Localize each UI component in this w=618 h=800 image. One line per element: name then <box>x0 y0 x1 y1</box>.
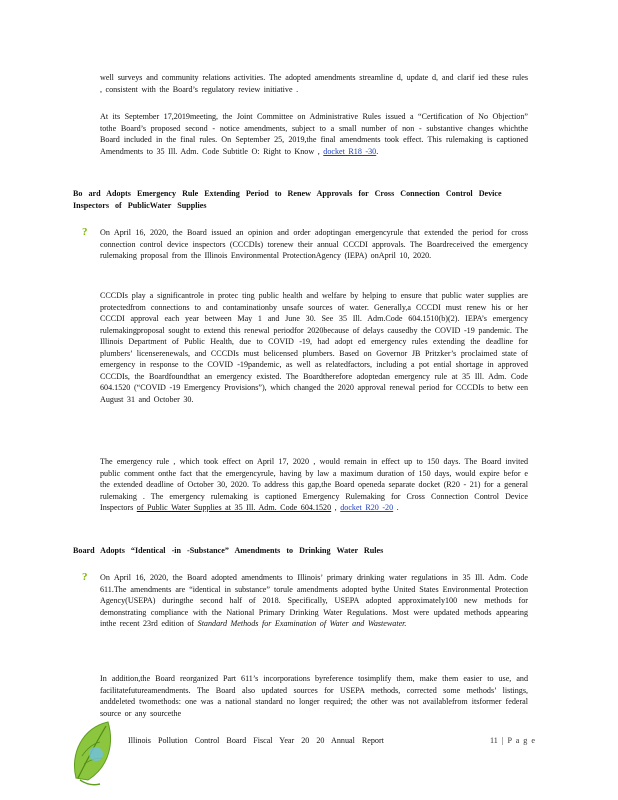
paragraph-drinking-water-amendments <box>100 572 528 630</box>
paragraph-1-end: . <box>376 146 379 156</box>
paragraph-4-end: . <box>393 503 399 512</box>
paragraph-4-comma: , <box>331 503 337 512</box>
paragraph-cccdi-role: CCCDIs play a significantrole in protec ting public health and welfare by helping to ensure that public water supplies are protectedfrom connections to and contaminationby unsafe sources of water. Generally,a CCCDI must renew his or her CCCDI approval each year between May 1 and June 30. See 35 Ill. Adm.Code 604.1510(b)(2). IEPA’s emergency rulemakingproposal sought to extend this renewal periodfor 2020because of delays causedby the COVID -19 pandemic. The Illinois Department of Public Health, due to COVID -19, had adopt ed emergency rules extending the deadline for plumbers’ licenserenewals, and CCCDIs must belicensed plumbers. Based on Governor JB Pritzker’s proclaimed state of emergency in response to the COVID -19pandemic, as well as relatedfactors, including a pot ential shortage in approved CCCDIs, the Boardfoundthat an emergency existed. The Boardtherefore adoptedan emergency rule at 35 Ill. Adm. Code 604.1520 (“COVID -19 Emergency Provisions”), which changed the 2020 approval renewal period for CCCDIs to betw een August 31 and October 30. <box>100 291 528 404</box>
rulemaking-caption: of Public Water Supplies at 35 Ill. Adm. Code 604.1520 <box>136 503 332 512</box>
footer-title: Illinois Pollution Control Board Fiscal Year 20 20 Annual Report <box>128 736 384 745</box>
leaf-logo-icon <box>66 718 126 790</box>
paragraph-5-text: On April 16, 2020, the Board adopted amendments to Illinois’ primary drinking water regulations in 35 Ill. Adm. Code 611.The amendments are “identical in substance” torule amendments adopted bythe United States Environmental Protection Agency(USEPA) duringthe second half of 2018. Specifically, USEPA adopted approximately100 new methods for demonstrating compliance with the National Primary Drinking Water Regulations. Most were updated methods appearing inthe recent 23rd edition of <box>100 573 528 628</box>
paragraph-4-text: The emergency rule , which took effect on April 17, 2020 , would remain in effect up to 150 days. The Board invited public comment onthe fact that the emergencyrule, having by law a maximum duration of 150 days, would expire befor e the extended deadline of October 30, 2020. To address this gap,the Board openeda separate docket (R20 - 21) for a general rulemaking . The emergency rulemaking is captioned Emergency Rulemaking for Cross Connection Control Device Inspectors <box>100 457 528 512</box>
bullet-icon: ? <box>82 571 88 583</box>
paragraph-1-text: At its September 17,2019meeting, the Joint Committee on Administrative Rules issued a “Certification of No Objection” tothe Board’s proposed second - notice amendments, subject to a small number of non - substantive changes whichthe Board included in the final rules. On September 25, 2019,the final amendments took effect. This rulemaking is captioned Amendments to 35 Ill. Adm. Code Subtitle O: Right to Know , <box>100 112 528 156</box>
standard-methods-title: Standard Methods for Examination of Water and Wastewater. <box>197 619 407 628</box>
section-heading-drinking-water: Board Adopts “Identical -in -Substance” Amendments to Drinking Water Rules <box>73 546 384 555</box>
docket-r18-30-link[interactable]: docket R18 -30 <box>323 146 377 156</box>
paragraph-jcar-certification <box>100 111 528 157</box>
page-label: | P a g e <box>501 736 535 745</box>
paragraph-0: well surveys and community relations activities. The adopted amendments streamline d, update d, and clarif ied these rules , consistent with the Board’s regulatory review initiative . <box>100 73 528 94</box>
paragraph-reorganization: In addition,the Board reorganized Part 611’s incorporations byreference tosimplify them, make them easier to use, and facilitatefutureamendments. The Board also updated sources for USEPA methods, corrected some methods’ listings, anddeleted twomethods: one was a national standard no longer required; the other was not availablefrom itsformer federal source or any sourcethe <box>100 674 528 718</box>
paragraph-cccdi-emergency-rule: On April 16, 2020, the Board issued an opinion and order adoptingan emergencyrule that extended the period for cross connection control device inspectors (CCCDIs) torenew their annual CCCDI approvals. The Boardreceived the emergency rulemaking proposal from the Illinois Environmental ProtectionAgency (IEPA) onApril 10, 2020. <box>100 228 528 260</box>
section-heading-cccdi: Bo ard Adopts Emergency Rule Extending Period to Renew Approvals for Cross Connection Control Device Inspectors of PublicWater Supplies <box>73 189 502 210</box>
page-number <box>490 736 535 745</box>
page-number-value: 11 <box>490 736 498 745</box>
paragraph-emergency-rule-effect <box>100 456 528 514</box>
docket-r20-20-link[interactable]: docket R20 -20 <box>340 503 394 512</box>
bullet-icon: ? <box>82 226 88 238</box>
